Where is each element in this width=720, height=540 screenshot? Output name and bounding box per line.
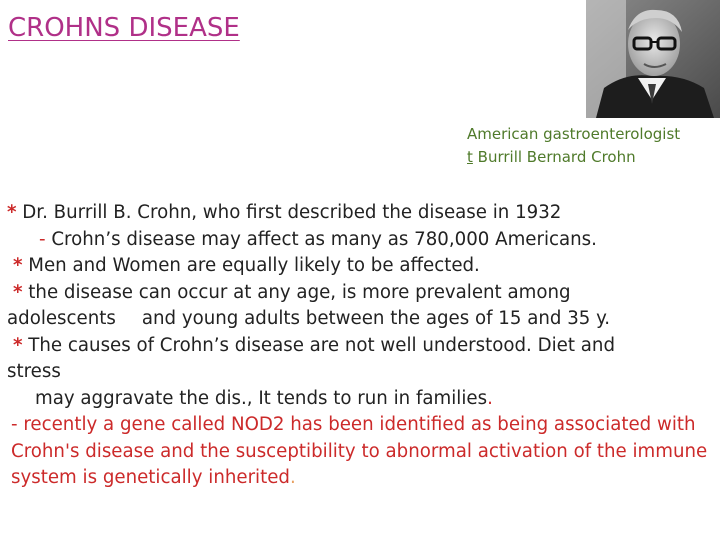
bullet-3-text: Men and Women are equally likely to be affected.	[22, 255, 480, 276]
caption-line-2	[467, 146, 680, 169]
bullet-1-text: Dr. Burrill B. Crohn, who first described the disease in 1932	[16, 202, 562, 223]
bullet-5-line-1	[7, 333, 713, 360]
caption-prefix-letter: t	[467, 148, 473, 166]
portrait-photo	[586, 0, 720, 118]
bullet-5-line-3	[7, 386, 713, 413]
slide-title: CROHNS DISEASE	[8, 13, 240, 43]
bullet-1	[7, 200, 713, 227]
bullet-4-text-2a: adolescents	[7, 308, 116, 329]
bullet-4-text-2b: and young adults between the ages of 15 and 35 y.	[141, 308, 611, 329]
bullet-4-line-1	[7, 280, 713, 307]
bullet-4-text-1: the disease can occur at any age, is more prevalent among	[22, 281, 571, 303]
photo-caption	[467, 123, 680, 169]
bullet-4-marker: *	[13, 281, 23, 303]
bullet-3-marker: *	[13, 255, 23, 276]
bullet-3	[7, 253, 713, 280]
bullet-6	[7, 412, 713, 492]
bullet-6-text: - recently a gene called NOD2 has been identified as being associated with Crohn's disease and the susceptibility to abnormal activation of the immune system is genetically inherited	[11, 414, 708, 488]
bullet-5-line-2: stress	[7, 361, 61, 382]
bullet-5-period: .	[487, 387, 493, 409]
caption-line-1: American gastroenterologist	[467, 125, 681, 143]
bullet-1-marker: *	[7, 202, 17, 223]
bullet-2-marker: -	[39, 228, 46, 250]
bullet-5-text-1: The causes of Crohn’s disease are not well understood. Diet and	[22, 334, 615, 356]
portrait-image	[586, 0, 720, 118]
bullet-6-period: .	[289, 467, 296, 488]
bullet-2	[7, 227, 713, 254]
body-text	[7, 200, 713, 492]
bullet-4-line-2	[7, 306, 713, 333]
bullet-5-text-3: may aggravate the dis., It tends to run in families	[35, 387, 488, 409]
bullet-2-text: Crohn’s disease may affect as many as 780,000 Americans.	[45, 228, 597, 250]
bullet-5-marker: *	[13, 334, 23, 356]
caption-name: Burrill Bernard Crohn	[472, 148, 636, 166]
